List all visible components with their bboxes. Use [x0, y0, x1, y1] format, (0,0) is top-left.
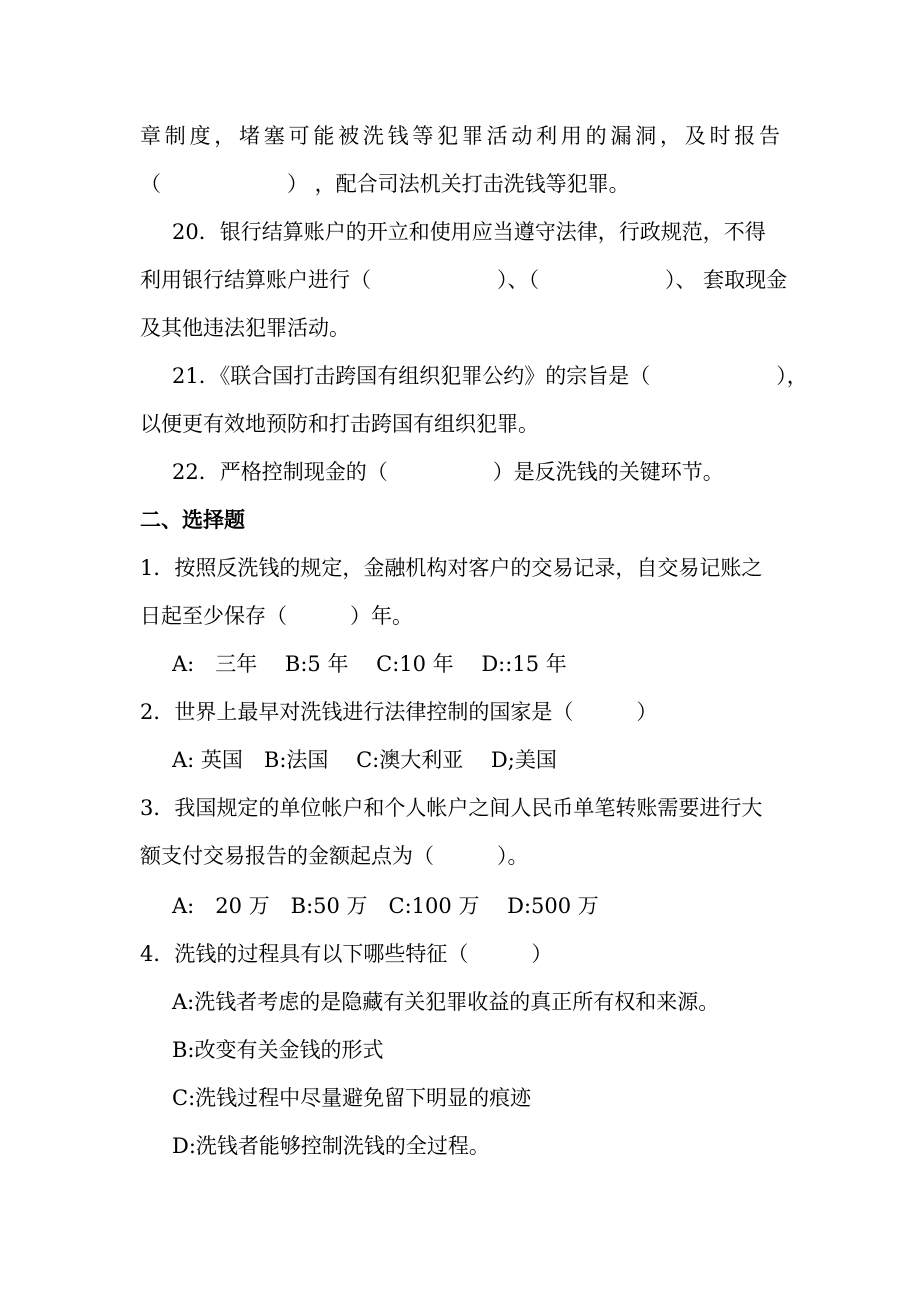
- paragraph-19-line-1: 章制度，堵塞可能被洗钱等犯罪活动利用的漏洞，及时报告: [140, 124, 780, 148]
- question-2-stem: 2．世界上最早对洗钱进行法律控制的国家是（ ）: [140, 700, 658, 724]
- question-4-option-a: A:洗钱者考虑的是隐藏有关犯罪收益的真正所有权和来源。: [172, 990, 720, 1014]
- question-4-option-c: C:洗钱过程中尽量避免留下明显的痕迹: [172, 1086, 532, 1110]
- paragraph-20-line-2: 利用银行结算账户进行（ ）、（ ）、 套取现金: [140, 268, 788, 292]
- question-3-stem-line-1: 3．我国规定的单位帐户和个人帐户之间人民币单笔转账需要进行大: [140, 796, 763, 820]
- question-1-options: A: 三年 B:5 年 C:10 年 D::15 年: [172, 652, 567, 676]
- question-4-option-d: D:洗钱者能够控制洗钱的全过程。: [172, 1134, 490, 1158]
- section-heading: 二、选择题: [140, 507, 245, 532]
- question-2-options: A: 英国 B:法国 C:澳大利亚 D;美国: [172, 748, 557, 772]
- question-1-stem-line-1: 1．按照反洗钱的规定，金融机构对客户的交易记录，自交易记账之: [140, 556, 763, 580]
- paragraph-21-line-2: 以便更有效地预防和打击跨国有组织犯罪。: [140, 412, 539, 436]
- paragraph-22-line-1: 22．严格控制现金的（ ）是反洗钱的关键环节。: [172, 460, 724, 484]
- question-1-stem-line-2: 日起至少保存（ ）年。: [140, 604, 413, 628]
- question-3-stem-line-2: 额支付交易报告的金额起点为（ ）。: [140, 844, 529, 868]
- question-4-stem: 4．洗钱的过程具有以下哪些特征（ ）: [140, 942, 553, 966]
- paragraph-21-line-1: 21．《联合国打击跨国有组织犯罪公约》的宗旨是（ ），: [172, 364, 808, 388]
- question-4-option-b: B:改变有关金钱的形式: [172, 1038, 384, 1062]
- paragraph-19-line-2: （ ） ，配合司法机关打击洗钱等犯罪。: [140, 172, 630, 196]
- question-3-options: A: 20 万 B:50 万 C:100 万 D:500 万: [172, 894, 599, 918]
- paragraph-20-line-1: 20．银行结算账户的开立和使用应当遵守法律，行政规范，不得: [172, 220, 766, 244]
- paragraph-20-line-3: 及其他违法犯罪活动。: [140, 316, 350, 340]
